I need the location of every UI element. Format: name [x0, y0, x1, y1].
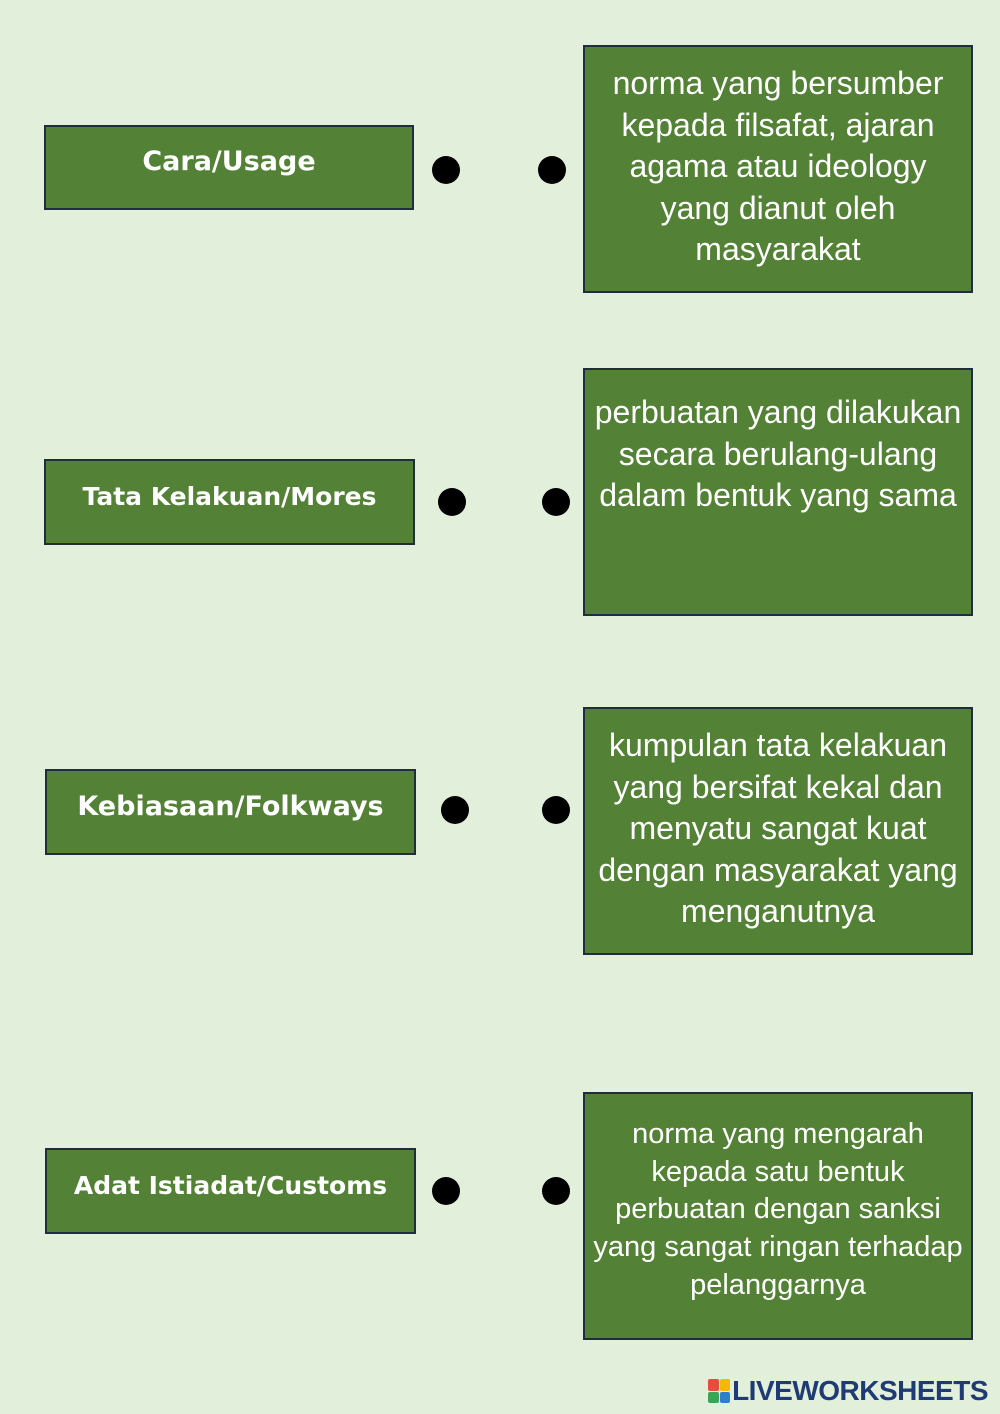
term-label: Tata Kelakuan/Mores: [82, 481, 377, 511]
definition-text: kumpulan tata kelakuan yang bersifat kekal dan menyatu sangat kuat dengan masyarakat yang menganutnya: [598, 727, 958, 930]
term-label: Kebiasaan/Folkways: [77, 790, 384, 822]
term-box-usage: [44, 125, 414, 210]
term-connector-dot[interactable]: [432, 1177, 460, 1205]
definition-box: [583, 707, 973, 955]
definition-connector-dot[interactable]: [542, 488, 570, 516]
term-label: Cara/Usage: [142, 146, 316, 177]
liveworksheets-logo-icon: [708, 1379, 730, 1403]
definition-box: [583, 45, 973, 293]
definition-connector-dot[interactable]: [542, 796, 570, 824]
term-box-mores: [44, 459, 415, 545]
term-box-customs: [45, 1148, 416, 1234]
definition-text: norma yang bersumber kepada filsafat, ajaran agama atau ideology yang dianut oleh masyarakat: [612, 65, 944, 268]
brand-name: LIVEWORKSHEETS: [732, 1375, 988, 1406]
definition-text: perbuatan yang dilakukan secara berulang-ulang dalam bentuk yang sama: [594, 394, 962, 514]
term-connector-dot[interactable]: [441, 796, 469, 824]
definition-connector-dot[interactable]: [538, 156, 566, 184]
definition-text: norma yang mengarah kepada satu bentuk perbuatan dengan sanksi yang sangat ringan terhadap pelanggarnya: [593, 1118, 963, 1301]
term-connector-dot[interactable]: [438, 488, 466, 516]
term-connector-dot[interactable]: [432, 156, 460, 184]
definition-box: [583, 368, 973, 616]
term-label: Adat Istiadat/Customs: [73, 1170, 388, 1200]
term-box-folkways: [45, 769, 416, 855]
definition-connector-dot[interactable]: [542, 1177, 570, 1205]
definition-box: [583, 1092, 973, 1340]
liveworksheets-brand: [708, 1376, 988, 1406]
